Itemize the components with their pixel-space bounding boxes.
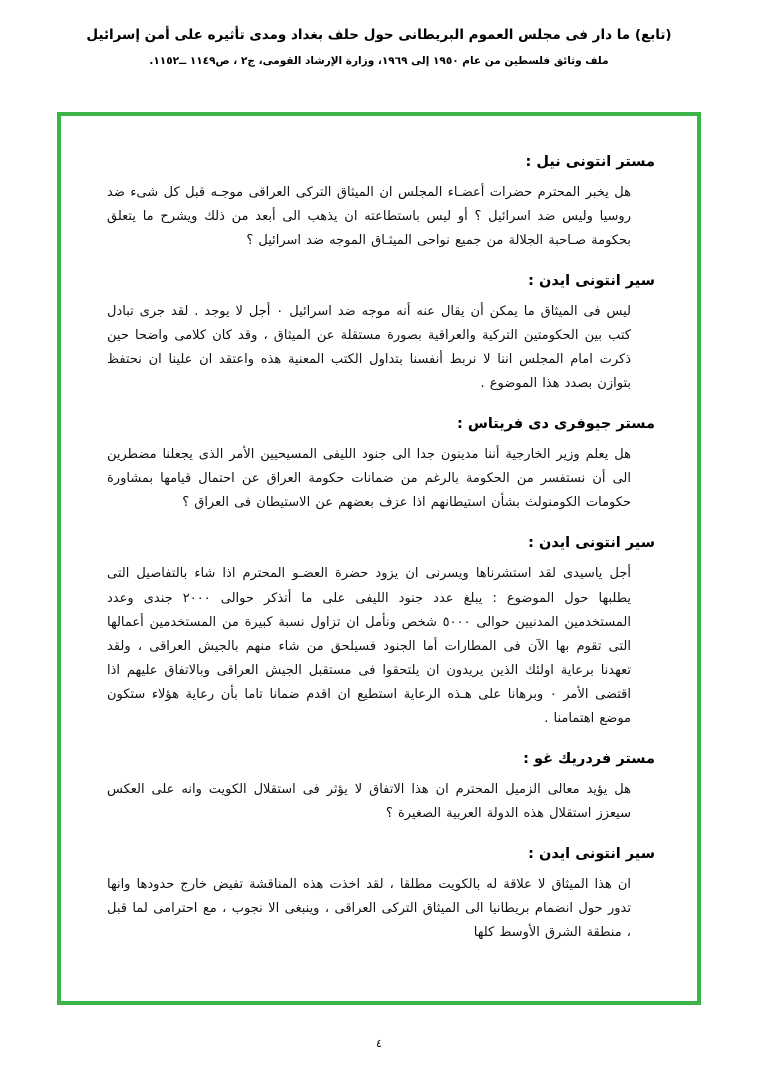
speaker-name: مستر جيوفرى دى فريتاس : xyxy=(457,416,655,433)
speech-block xyxy=(101,273,657,396)
page-number: ٤ xyxy=(376,1037,382,1050)
speech-text: هل يعلم وزير الخارجية أننا مدينون جدا الى جنود الليفى المسيحيين الأمر الذى يجعلنا مضطرين الى أن نستفسر من الحكومة بالرغم من ضمانات حكومة العراق عن احتمال قيامها بمشاورة حكومات الكومنولث بشأن استيطانهم اذا عزف بعضهم عن الاستيطان فى العراق ؟ xyxy=(107,447,631,511)
speaker-name: سير انتونى ايدن : xyxy=(528,845,655,862)
source-note: ملف وثائق فلسطين من عام ١٩٥٠ إلى ١٩٦٩، وزارة الإرشاد القومى، ج٢ ، ص١١٤٩ ــ١١٥٢. xyxy=(149,54,609,67)
content-frame xyxy=(57,112,701,1005)
speaker-name: مستر فردريك غو : xyxy=(523,750,655,767)
content-body xyxy=(61,116,697,1001)
speech-text: هل يخبر المحترم حضرات أعضـاء المجلس ان الميثاق التركى العراقى موجـه قبل كل شىء ضد روسيا وليس ضد اسرائيل ؟ أو ليس باستطاعته ان يذهب الى أبعد من ذلك ويشرح ما يتعلق بحكومة صـاحبة الجلالة من جميع نواحى الميثـاق الموجه ضد اسرائيل ؟ xyxy=(107,185,631,249)
speech-block xyxy=(101,154,657,253)
speech-block xyxy=(101,751,657,826)
speech-text: هل يؤيد معالى الزميل المحترم ان هذا الاتفاق لا يؤثر فى استقلال الكويت وانه على العكس سيعزز استقلال هذه الدولة العربية الصغيرة ؟ xyxy=(107,781,631,821)
speech-text: ليس فى الميثاق ما يمكن أن يقال عنه أنه موجه ضد اسرائيل ٠ أجل لا يوجد . لقد جرى تبادل كتب بين الحكومتين التركية والعراقية بصورة مستقلة عن الميثاق ، وقد كان كلامى واضحا حين ذكرت امام المجلس اننا لا نربط أنفسنا بتداول الكتب المعنية هذه واعتقد ان علينا ان نحتفظ بتوازن بصدد هذا الموضوع . xyxy=(107,304,631,392)
speech-text: ان هذا الميثاق لا علاقة له بالكويت مطلقا ، لقد اخذت هذه المناقشة تفيض خارج حدودها وانها تدور حول انضمام بريطانيا الى الميثاق التركى العراقى ، وينبغى الا نجوب ، مع احترامى لما قبل ، منطقة الشرق الأوسط كلها xyxy=(107,876,631,940)
speaker-name: سير انتونى ايدن : xyxy=(528,535,655,552)
speaker-name: سير انتونى ايدن : xyxy=(528,273,655,290)
speaker-name: مستر انتونى نيل : xyxy=(525,154,655,170)
speech-text: أجل ياسيدى لقد استشرناها ويسرنى ان يزود حضرة العضـو المحترم اذا شاء بالتفاصيل التى يطلبها حول الموضوع : يبلغ عدد جنود الليفى على ما أتذكر حوالى ٢٠٠٠ جندى وعدد المستخدمين المدنيين حوالى ٥٠٠٠ شخص ونأمل ان تزاول نسبة كبيرة من المستخدمين أعمالها التى تقوم بها الآن فى المطارات أما الجنود فسيلحق من شاء منهم بالجيش العراقى ، ولقد تعهدنا برعاية اولئك الذين يريدون ان يلتحقوا فى مستقبل الجيش العراقى وبالاتفاق عليهم اذا اقتضى الأمر ٠ وبرهانا على هـذه الرعاية استطيع ان اقدم ضمانا تاما بأن رعاية هؤلاء ستكون موضع اهتمامنا . xyxy=(107,566,632,726)
speech-block xyxy=(101,846,657,945)
page-header xyxy=(0,0,758,69)
speech-block xyxy=(101,535,657,730)
speech-block xyxy=(101,416,657,515)
page-title: (تابع) ما دار فى مجلس العموم البريطانى حول حلف بغداد ومدى تأثيره على أمن إسرائيل xyxy=(86,27,672,43)
